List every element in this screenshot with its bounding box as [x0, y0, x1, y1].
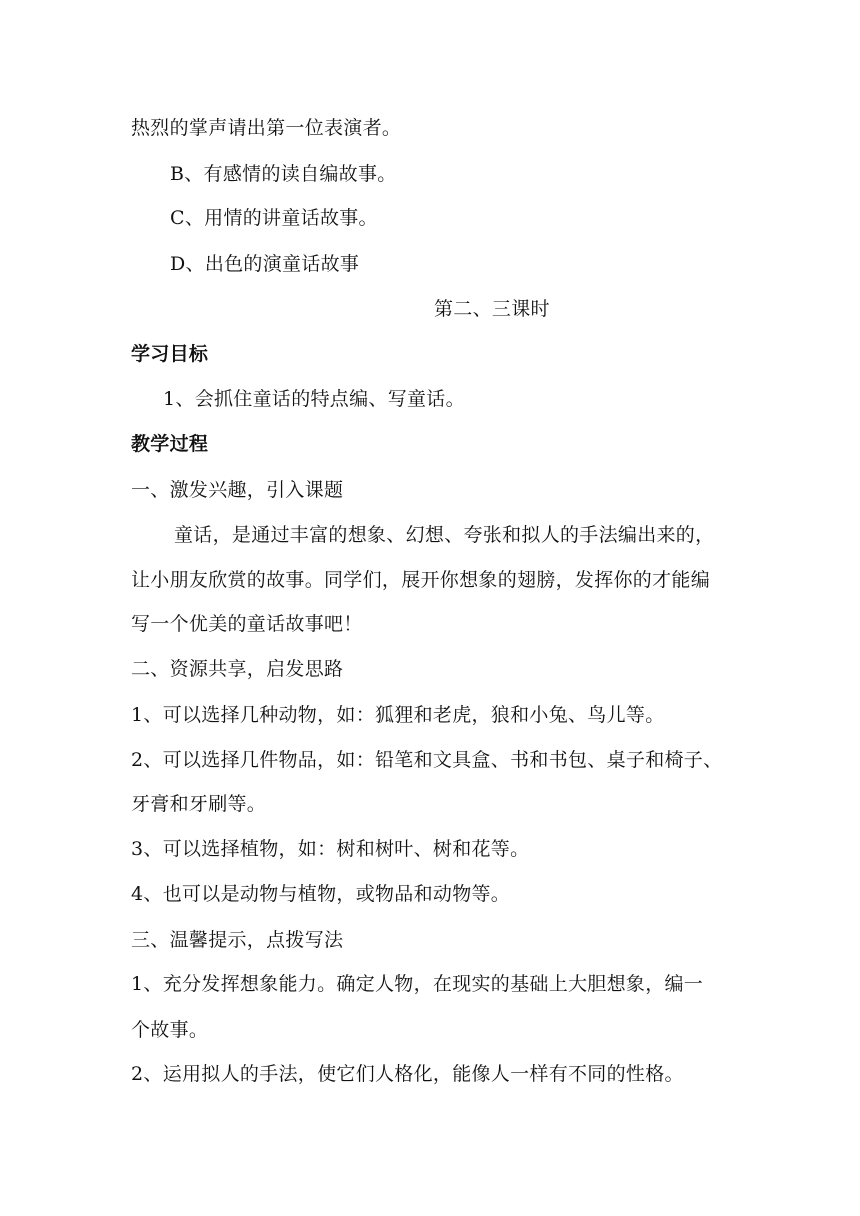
text-line: 4、也可以是动物与植物，或物品和动物等。 — [131, 883, 511, 905]
text-line: 个故事。 — [131, 1019, 209, 1041]
heading-learning-goals: 学习目标 — [131, 343, 209, 365]
text-line: 写一个优美的童话故事吧！ — [131, 613, 363, 635]
text-line: 童话，是通过丰富的想象、幻想、夸张和拟人的手法编出来的， — [174, 524, 715, 546]
text-line: C、用情的讲童话故事。 — [170, 207, 378, 229]
section-title: 第二、三课时 — [434, 298, 550, 320]
text-line: 2、运用拟人的手法，使它们人格化，能像人一样有不同的性格。 — [131, 1063, 684, 1085]
text-line: 一、激发兴趣，引入课题 — [131, 479, 344, 501]
text-line: 1、充分发挥想象能力。确定人物，在现实的基础上大胆想象，编一 — [131, 973, 704, 995]
text-line: 三、温馨提示，点拨写法 — [131, 929, 344, 951]
text-line: 1、会抓住童话的特点编、写童话。 — [163, 388, 465, 410]
text-line: 3、可以选择植物，如：树和树叶、树和花等。 — [131, 838, 530, 860]
text-line: 2、可以选择几件物品，如：铅笔和文具盒、书和书包、桌子和椅子、 — [131, 749, 723, 771]
text-line: B、有感情的读自编故事。 — [170, 163, 397, 185]
text-line: 热烈的掌声请出第一位表演者。 — [131, 117, 402, 139]
text-line: 让小朋友欣赏的故事。同学们，展开你想象的翅膀，发挥你的才能编 — [131, 569, 711, 591]
text-line: 牙膏和牙刷等。 — [131, 793, 267, 815]
text-line: D、出色的演童话故事 — [170, 253, 360, 275]
text-line: 二、资源共享，启发思路 — [131, 658, 344, 680]
heading-teaching-process: 教学过程 — [131, 433, 209, 455]
text-line: 1、可以选择几种动物，如：狐狸和老虎，狼和小兔、鸟儿等。 — [131, 704, 665, 726]
